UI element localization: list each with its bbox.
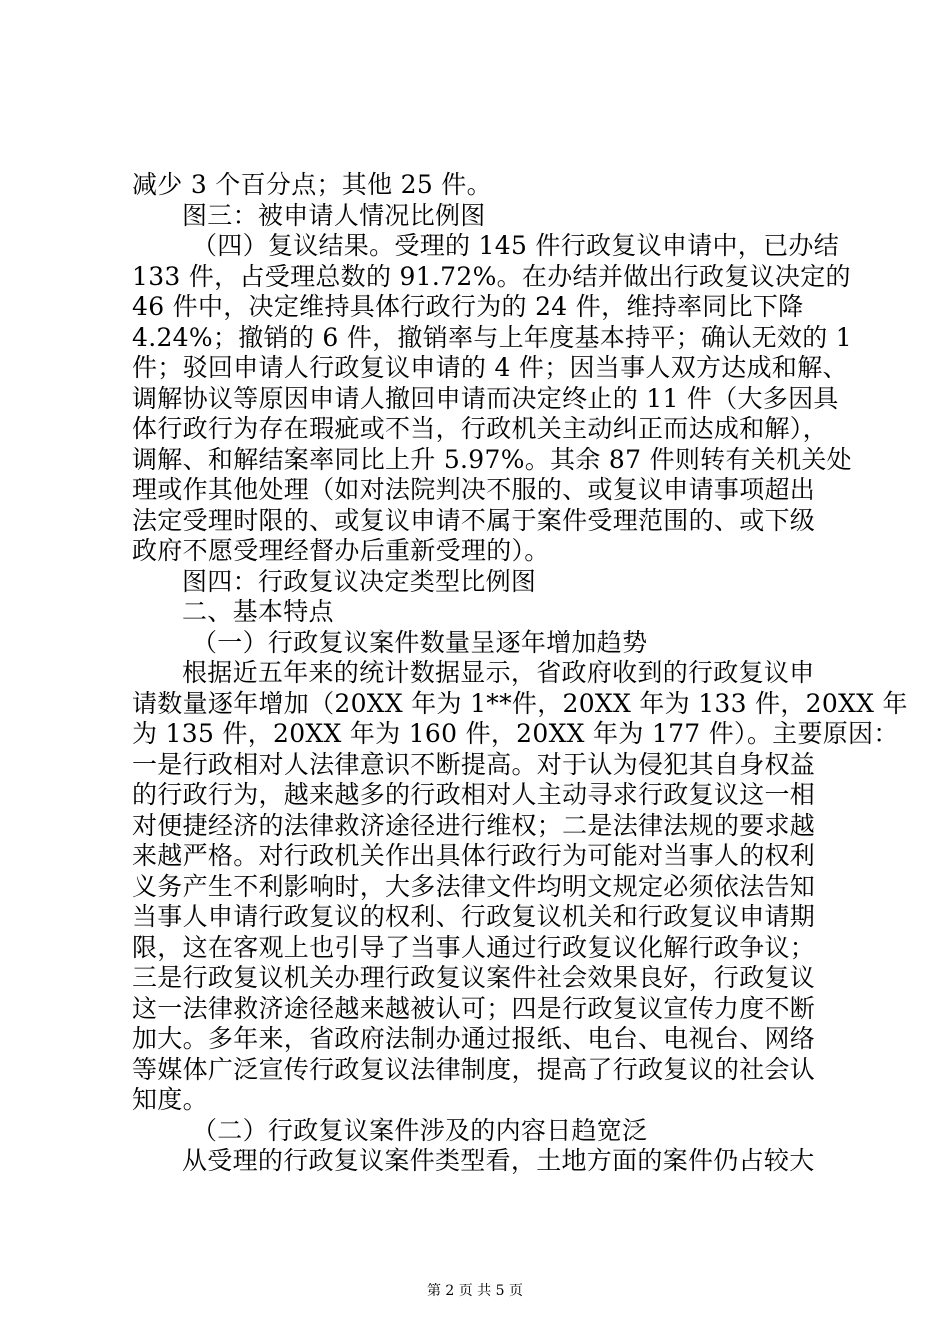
text-line: 政府不愿受理经督办后重新受理的）。 — [132, 536, 550, 565]
text-line: 图四：行政复议决定类型比例图 — [182, 566, 537, 596]
text-line: 图三：被申请人情况比例图 — [182, 200, 486, 230]
text-line: 46 件中，决定维持具体行政行为的 24 件，维持率同比下降 — [132, 292, 804, 321]
text-line: 体行政行为存在瑕疵或不当，行政机关主动纠正而达成和解）， — [132, 414, 828, 443]
text-line: 为 135 件，20XX 年为 160 件，20XX 年为 177 件）。主要原因： — [132, 719, 899, 748]
text-line: 调解协议等原因申请人撤回申请而决定终止的 11 件（大多因具 — [132, 383, 839, 413]
text-line: 一是行政相对人法律意识不断提高。对于认为侵犯其自身权益 — [132, 749, 816, 779]
document-body — [132, 170, 908, 1177]
text-line: 等媒体广泛宣传行政复议法律制度，提高了行政复议的社会认 — [132, 1054, 816, 1084]
text-line: 义务产生不利影响时，大多法律文件均明文规定必须依法告知 — [132, 871, 816, 901]
text-line: 请数量逐年增加（20XX 年为 1**件，20XX 年为 133 件，20XX 年 — [132, 688, 908, 718]
text-line: （二）行政复议案件涉及的内容日趋宽泛 — [192, 1115, 648, 1145]
text-line: 件；驳回申请人行政复议申请的 4 件；因当事人双方达成和解、 — [132, 353, 848, 382]
text-line: 三是行政复议机关办理行政复议案件社会效果良好，行政复议 — [132, 963, 816, 992]
text-line: 加大。多年来，省政府法制办通过报纸、电台、电视台、网络 — [132, 1024, 816, 1053]
text-line: 这一法律救济途径越来越被认可；四是行政复议宣传力度不断 — [132, 993, 816, 1023]
text-line: 知度。 — [132, 1085, 208, 1114]
text-line: 限，这在客观上也引导了当事人通过行政复议化解行政争议； — [132, 932, 816, 962]
text-line: 减少 3 个百分点；其他 25 件。 — [132, 170, 492, 199]
text-line: 调解、和解结案率同比上升 5.97%。其余 87 件则转有关机关处 — [132, 444, 852, 474]
text-line: 根据近五年来的统计数据显示，省政府收到的行政复议申 — [182, 658, 815, 687]
page-number-footer: 第 2 页 共 5 页 — [426, 1283, 524, 1299]
text-line: 法定受理时限的、或复议申请不属于案件受理范围的、或下级 — [132, 505, 816, 535]
text-line: 从受理的行政复议案件类型看，土地方面的案件仍占较大 — [182, 1146, 815, 1175]
text-line: 二、基本特点 — [182, 597, 334, 626]
text-line: 理或作其他处理（如对法院判决不服的、或复议申请事项超出 — [132, 475, 816, 504]
text-line: 来越严格。对行政机关作出具体行政行为可能对当事人的权利 — [132, 841, 816, 870]
text-line: 133 件，占受理总数的 91.72%。在办结并做出行政复议决定的 — [132, 261, 851, 291]
text-line: 的行政行为，越来越多的行政相对人主动寻求行政复议这一相 — [132, 780, 816, 809]
text-line: （四）复议结果。受理的 145 件行政复议申请中，已办结 — [192, 231, 840, 260]
text-line: 当事人申请行政复议的权利、行政复议机关和行政复议申请期 — [132, 902, 816, 931]
text-line: 4.24%；撤销的 6 件，撤销率与上年度基本持平；确认无效的 1 — [132, 322, 852, 352]
text-line: （一）行政复议案件数量呈逐年增加趋势 — [192, 627, 648, 657]
text-line: 对便捷经济的法律救济途径进行维权；二是法律法规的要求越 — [132, 810, 816, 840]
